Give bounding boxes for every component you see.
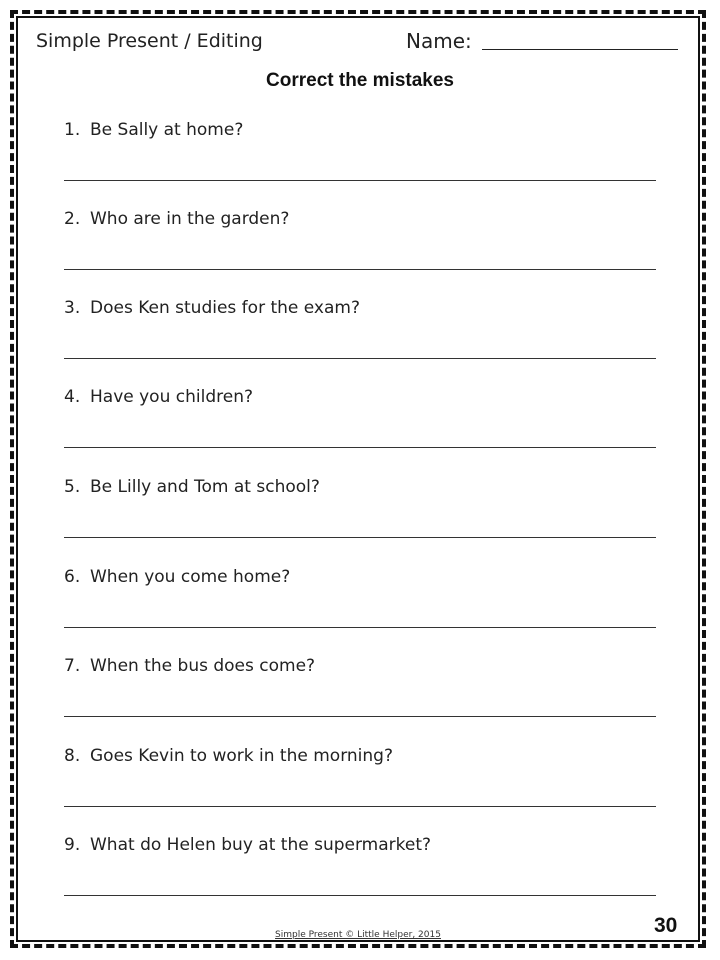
answer-line	[64, 627, 656, 628]
question-item	[64, 120, 656, 200]
question-item	[64, 387, 656, 467]
question-text	[64, 656, 315, 676]
instructions-heading: Correct the mistakes	[266, 70, 454, 91]
question-text	[64, 298, 360, 318]
copyright-credit: Simple Present © Little Helper, 2015	[275, 930, 441, 940]
question-number: 1.	[64, 120, 81, 140]
page-number: 30	[654, 914, 678, 937]
answer-line	[64, 180, 656, 181]
question-sentence: Be Lilly and Tom at school?	[90, 477, 320, 497]
question-number: 8.	[64, 746, 81, 766]
question-number: 4.	[64, 387, 81, 407]
question-sentence: Goes Kevin to work in the morning?	[90, 746, 393, 766]
answer-line	[64, 895, 656, 896]
answer-line	[64, 358, 656, 359]
question-sentence: What do Helen buy at the supermarket?	[90, 835, 432, 855]
question-item	[64, 567, 656, 647]
name-label: Name:	[406, 29, 472, 53]
answer-line	[64, 269, 656, 270]
question-text	[64, 835, 431, 855]
question-text	[64, 387, 253, 407]
question-text	[64, 120, 243, 140]
question-number: 7.	[64, 656, 81, 676]
answer-line	[64, 806, 656, 807]
question-sentence: When you come home?	[90, 567, 291, 587]
question-sentence: Does Ken studies for the exam?	[90, 298, 360, 318]
question-item	[64, 656, 656, 736]
question-number: 3.	[64, 298, 81, 318]
answer-line	[64, 537, 656, 538]
question-sentence: Be Sally at home?	[90, 120, 244, 140]
question-number: 5.	[64, 477, 81, 497]
question-sentence: Who are in the garden?	[90, 209, 290, 229]
worksheet-title: Simple Present / Editing	[36, 30, 263, 52]
answer-line	[64, 447, 656, 448]
question-text	[64, 746, 393, 766]
answer-line	[64, 716, 656, 717]
question-sentence: When the bus does come?	[90, 656, 316, 676]
question-text	[64, 477, 320, 497]
question-item	[64, 298, 656, 378]
question-text	[64, 209, 289, 229]
question-item	[64, 477, 656, 557]
question-sentence: Have you children?	[90, 387, 253, 407]
question-item	[64, 746, 656, 826]
question-item	[64, 209, 656, 289]
question-item	[64, 835, 656, 915]
question-number: 9.	[64, 835, 81, 855]
question-number: 6.	[64, 567, 81, 587]
question-number: 2.	[64, 209, 81, 229]
question-text	[64, 567, 290, 587]
